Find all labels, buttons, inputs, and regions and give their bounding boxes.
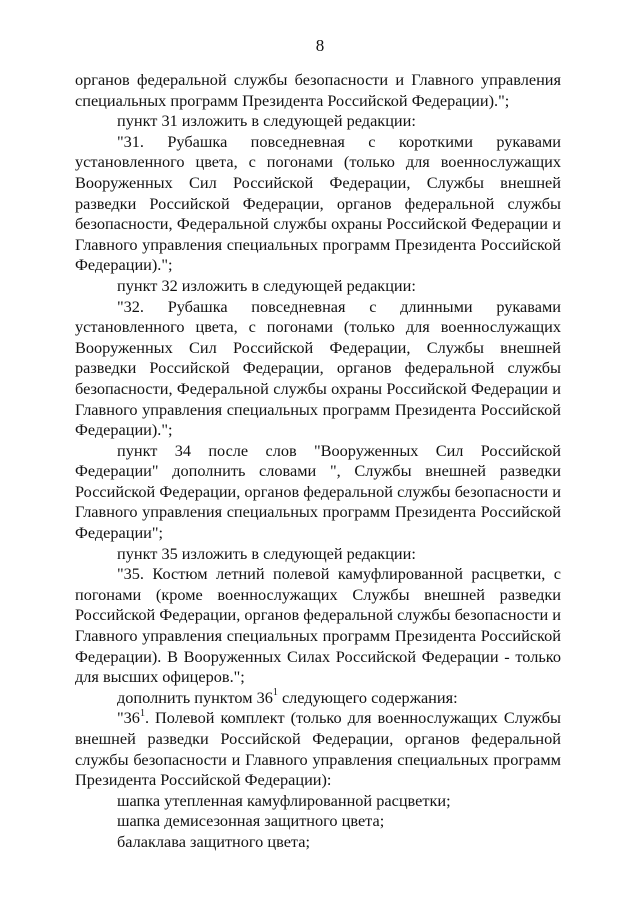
paragraph-item-35-intro: пункт 35 изложить в следующей редакции: bbox=[117, 543, 416, 563]
paragraph-item-36-1-number: "36 bbox=[117, 708, 140, 728]
paragraph-item-36-1-body: . Полевой комплект (только для военнослужащих Службы внешней разведки Российской Федерации, органов федеральной службы безопасности и Главного управления специальных программ Президента Российской Федерации): bbox=[75, 708, 561, 790]
paragraph-continuation: органов федеральной службы безопасности и Главного управления специальных программ Президента Российской Федерации)."; bbox=[75, 70, 561, 110]
superscript-marker: 1 bbox=[272, 687, 278, 699]
document-body bbox=[75, 70, 561, 853]
paragraph-item-35-text: "35. Костюм летний полевой камуфлированной расцветки, с погонами (кроме военнослужащих Службы внешней разведки Российской Федерации, органов федеральной службы безопасности и Главного управления специальных программ Президента Российской Федерации). В Вооруженных Силах Российской Федерации - только для высших офицеров."; bbox=[75, 564, 561, 687]
paragraph-item-32-intro: пункт 32 изложить в следующей редакции: bbox=[117, 275, 416, 295]
superscript-marker: 1 bbox=[139, 707, 145, 719]
paragraph-item-31-intro: пункт 31 изложить в следующей редакции: bbox=[117, 111, 416, 131]
paragraph-item-36-1-intro-text: дополнить пунктом 36 bbox=[117, 687, 273, 707]
paragraph-item-36-1-intro-tail: следующего содержания: bbox=[277, 687, 458, 707]
paragraph-item-34-amendment: пункт 34 после слов "Вооруженных Сил Российской Федерации" дополнить словами ", Службы внешней разведки Российской Федерации, органов федеральной службы безопасности и Главного управления специальных программ Президента Российской Федерации"; bbox=[75, 440, 561, 543]
list-item: балаклава защитного цвета; bbox=[117, 831, 310, 851]
list-item: шапка демисезонная защитного цвета; bbox=[117, 811, 385, 831]
paragraph-item-32-text: "32. Рубашка повседневная с длинными рукавами установленного цвета, с погонами (только для военнослужащих Вооруженных Сил Российской Федерации, Службы внешней разведки Российской Федерации, органов федеральной службы безопасности, Федеральной службы охраны Российской Федерации и Главного управления специальных программ Президента Российской Федерации)."; bbox=[75, 296, 561, 440]
page-number: 8 bbox=[315, 36, 325, 55]
list-item: шапка утепленная камуфлированной расцветки; bbox=[117, 790, 451, 810]
paragraph-item-36-1-text bbox=[75, 708, 561, 790]
paragraph-item-31-text: "31. Рубашка повседневная с короткими рукавами установленного цвета, с погонами (только для военнослужащих Вооруженных Сил Российской Федерации, Службы внешней разведки Российской Федерации, органов федеральной службы безопасности, Федеральной службы охраны Российской Федерации и Главного управления специальных программ Президента Российской Федерации)."; bbox=[75, 131, 561, 275]
paragraph-item-36-1-intro bbox=[75, 688, 561, 709]
